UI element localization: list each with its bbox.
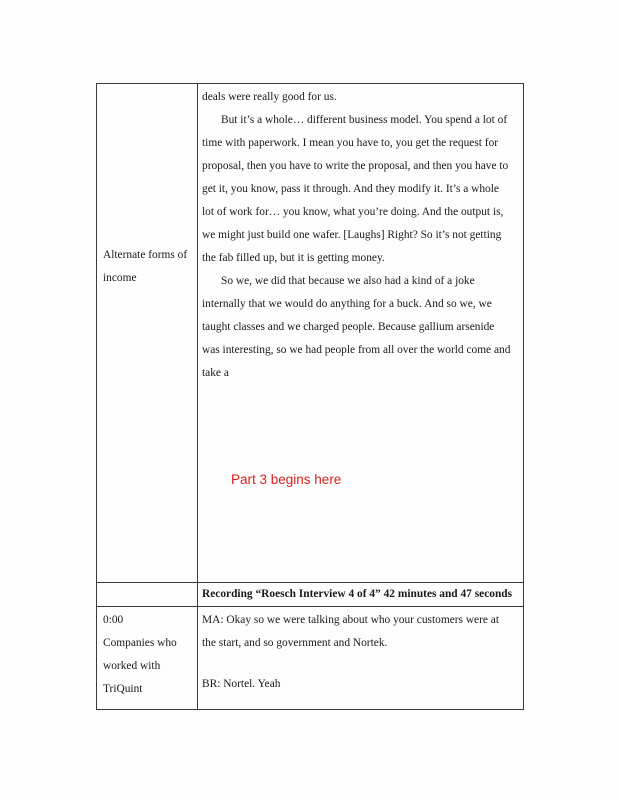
dialogue-line: the start, and so government and Nortek. bbox=[202, 637, 388, 649]
dialogue-line: MA: Okay so we were talking about who your customers were at bbox=[202, 614, 500, 626]
topic-label: Companies who bbox=[103, 637, 177, 649]
transcript-line: get it, you know, pass it through. And they modify it. It’s a whole bbox=[202, 183, 499, 195]
transcript-line: taught classes and we charged people. Because gallium arsenide bbox=[202, 321, 495, 333]
topic-label: income bbox=[103, 272, 137, 284]
topic-label: Alternate forms of bbox=[103, 249, 188, 261]
transcript-line: we might just build one wafer. [Laughs] Right? So it’s not getting bbox=[202, 229, 502, 241]
timestamp: 0:00 bbox=[103, 614, 124, 626]
transcript-line: So we, we did that because we also had a kind of a joke bbox=[221, 275, 475, 287]
transcript-line: internally that we would do anything for a buck. And so we, we bbox=[202, 298, 492, 310]
transcript-line: proposal, then you have to write the proposal, and then you have to bbox=[202, 160, 509, 172]
transcript-line: the fab filled up, but it is getting money. bbox=[202, 252, 385, 264]
transcript-line: deals were really good for us. bbox=[202, 91, 337, 103]
row-divider bbox=[97, 582, 523, 583]
transcript-line: time with paperwork. I mean you have to, you get the request for bbox=[202, 137, 499, 149]
dialogue-line: BR: Nortel. Yeah bbox=[202, 678, 281, 690]
row-divider bbox=[97, 606, 523, 607]
topic-label: TriQuint bbox=[103, 683, 143, 695]
transcript-table bbox=[96, 83, 524, 710]
column-divider bbox=[197, 84, 198, 709]
transcript-line: But it’s a whole… different business model. You spend a lot of bbox=[221, 114, 508, 126]
transcript-line: was interesting, so we had people from all over the world come and bbox=[202, 344, 511, 356]
transcript-line: take a bbox=[202, 367, 229, 379]
part-3-annotation: Part 3 begins here bbox=[231, 472, 342, 487]
transcript-line: lot of work for… you know, what you’re doing. And the output is, bbox=[202, 206, 504, 218]
topic-label: worked with bbox=[103, 660, 161, 672]
recording-header: Recording “Roesch Interview 4 of 4” 42 minutes and 47 seconds bbox=[202, 588, 513, 600]
